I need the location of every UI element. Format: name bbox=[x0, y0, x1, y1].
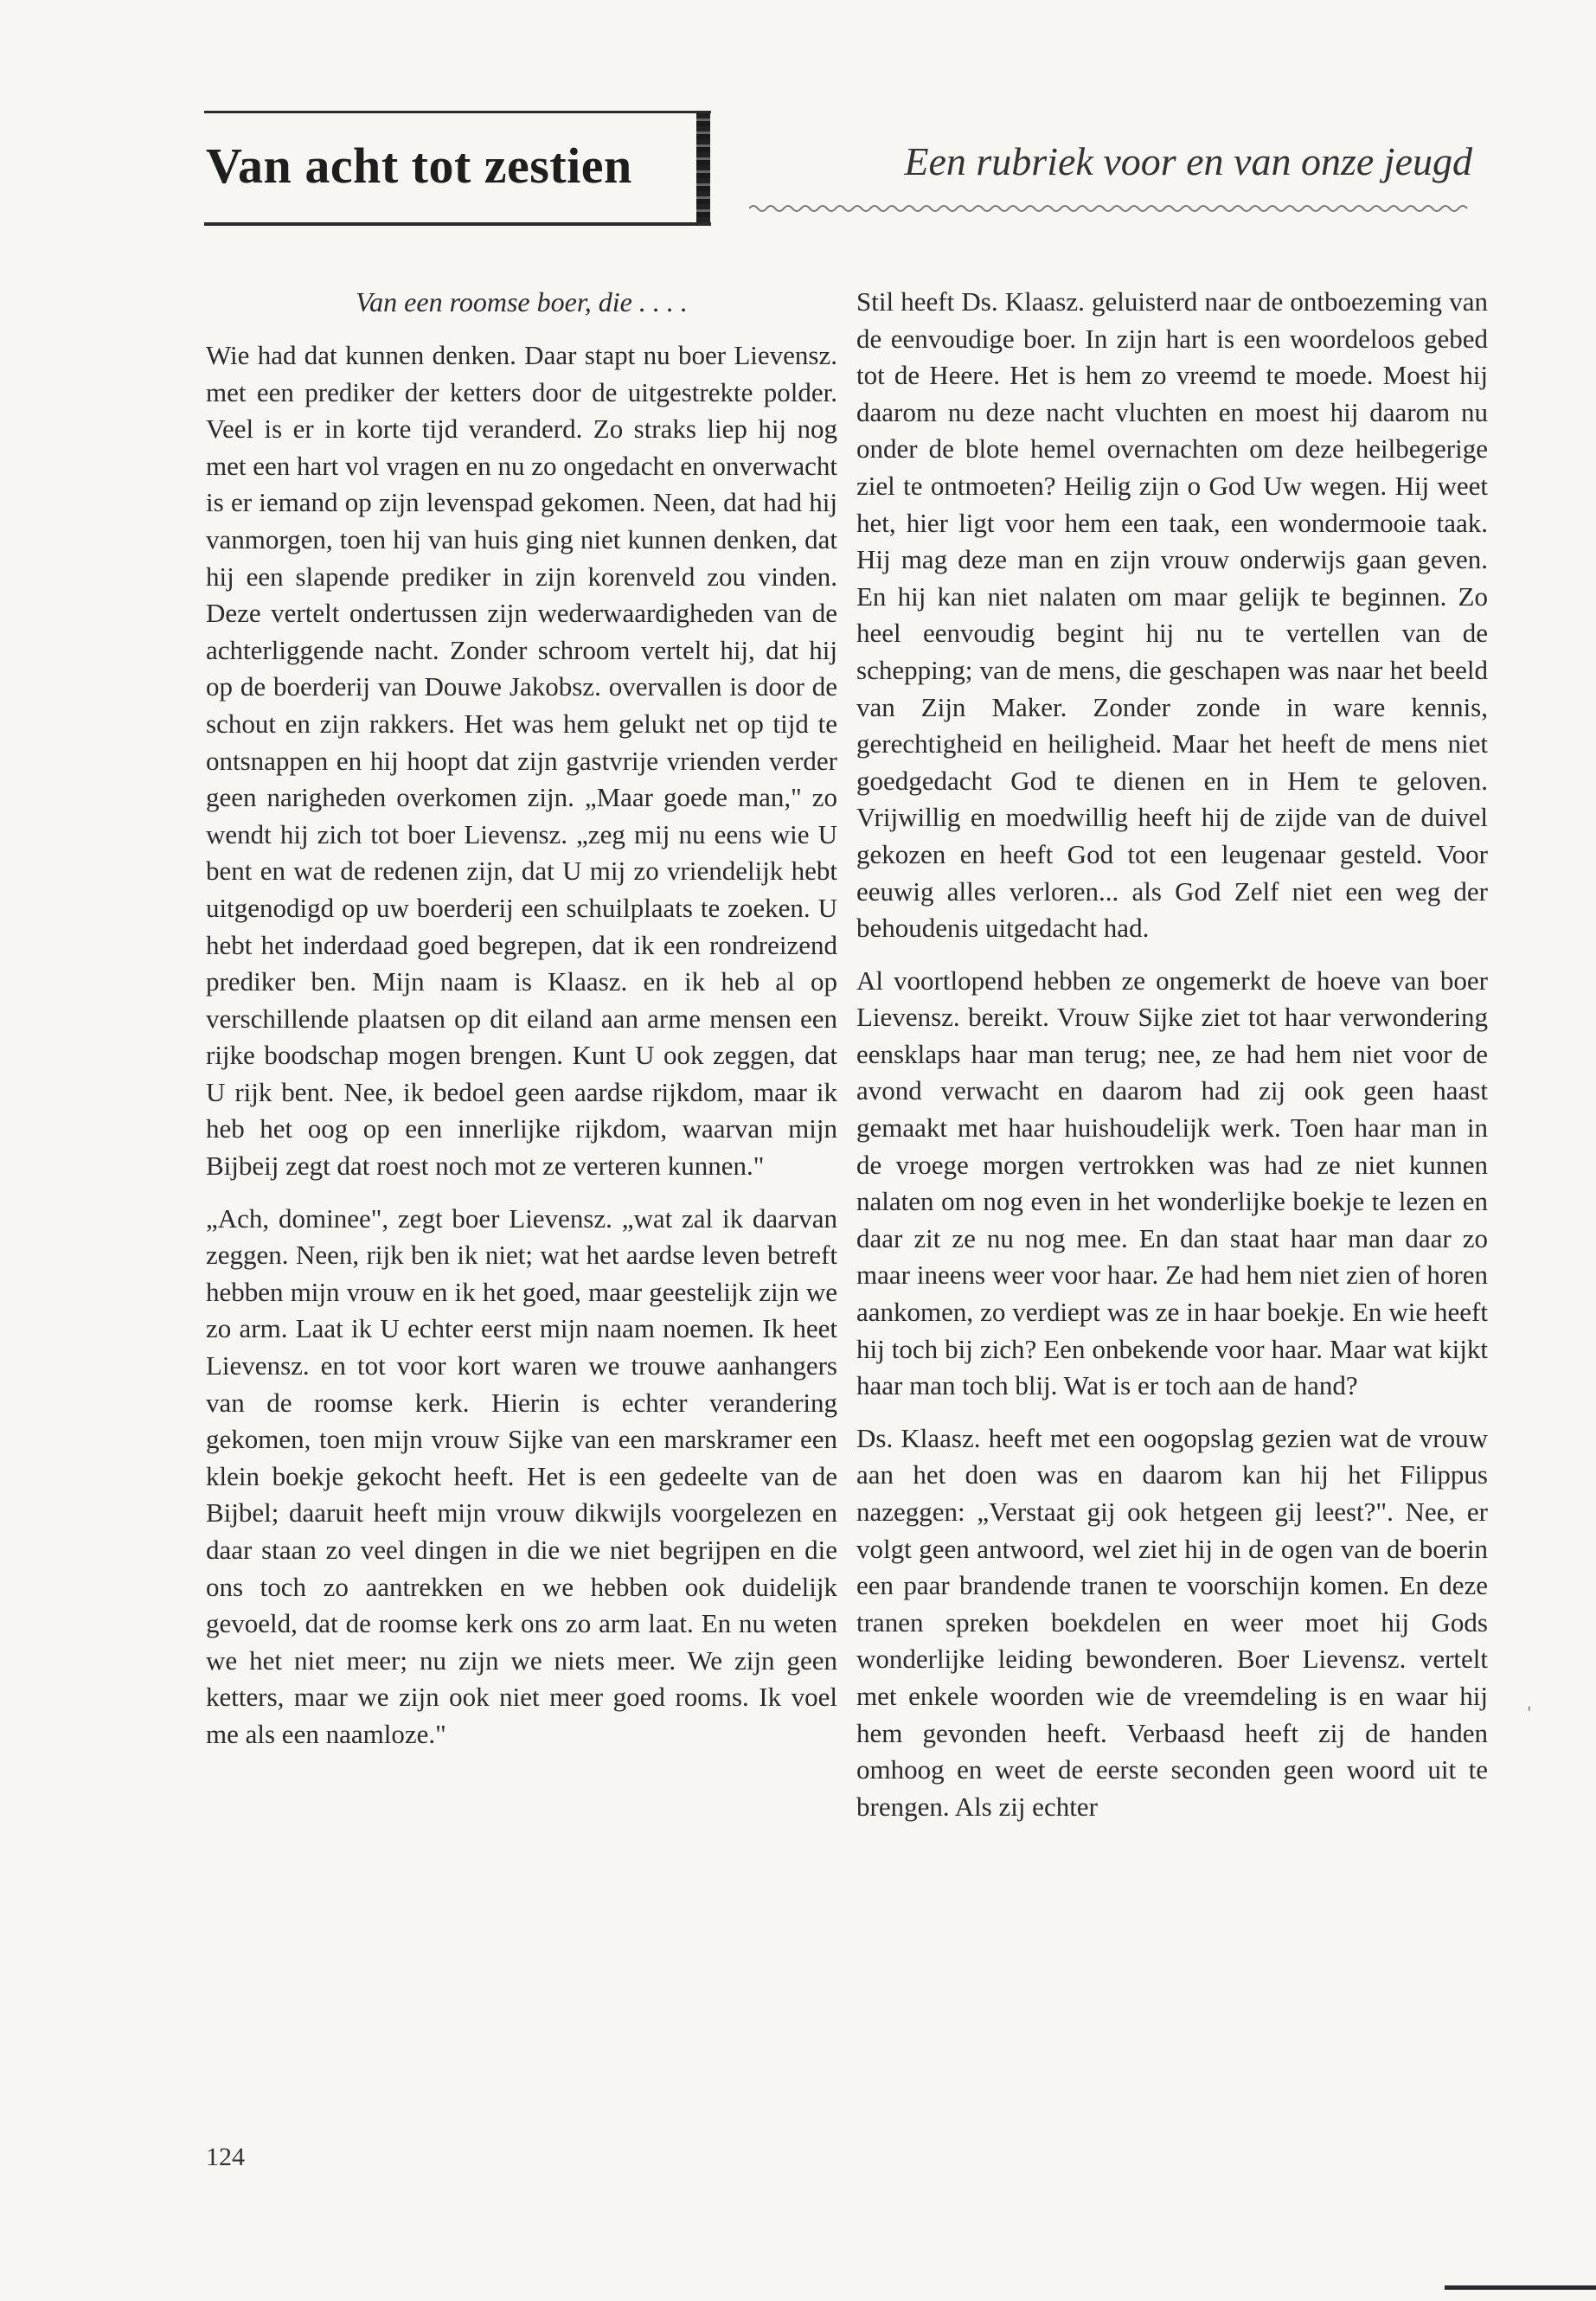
header-rule-top bbox=[204, 111, 711, 113]
header-ornament-bar bbox=[696, 113, 710, 226]
article-paragraph: Stil heeft Ds. Klaasz. geluisterd naar de ontboezeming van de eenvoudige boer. In zijn hart is een woordeloos gebed tot de Heere. Het is hem zo vreemd te moede. Moest hij daarom nu deze nacht vluchten en moest hij daarom nu onder de blote hemel overnachten om deze heilbegerige ziel te ontmoeten? Heilig zijn o God Uw wegen. Hij weet het, hier ligt voor hem een taak, een wondermooie taak. Hij mag deze man en zijn vrouw onderwijs gaan geven. En hij kan niet nalaten om maar gelijk te beginnen. Zo heel eenvoudig begint hij nu te vertellen van de schepping; van de mens, die geschapen was naar het beeld van Zijn Maker. Zonder zonde in ware kennis, gerechtigheid en heiligheid. Maar het heeft de mens niet goedgedacht God te dienen en in Hem te geloven. Vrijwillig en moedwillig heeft hij de zijde van de duivel gekozen en heeft God tot een leugenaar gesteld. Voor eeuwig alles verloren... als God Zelf niet een weg der behoudenis uitgedacht had. bbox=[856, 286, 1488, 944]
article-paragraph: „Ach, dominee", zegt boer Lievensz. „wat zal ik daarvan zeggen. Neen, rijk ben ik niet; wat het aardse leven betreft hebben mijn vrouw en ik het goed, maar geestelijk zijn we zo arm. Laat ik U echter eerst mijn naam noemen. Ik heet Lievensz. en tot voor kort waren we trouwe aanhangers van de roomse kerk. Hierin is echter verandering gekomen, toen mijn vrouw Sijke van een marskramer een klein boekje gekocht heeft. Het is een gedeelte van de Bijbel; daaruit heeft mijn vrouw dikwijls voorgelezen en daar staan zo veel dingen in die we niet begrijpen en die ons toch zo aantrekken en we hebben ook duidelijk gevoeld, dat de roomse kerk ons zo arm laat. En nu weten we het niet meer; nu zijn we niets meer. We zijn geen ketters, maar we zijn ook niet meer goed rooms. Ik voel me als een naamloze." bbox=[206, 1202, 837, 1749]
article-paragraph: Wie had dat kunnen denken. Daar stapt nu boer Lievensz. met een prediker der ketters door de uitgestrekte polder. Veel is er in korte tijd veranderd. Zo straks liep hij nog met een hart vol vragen en nu zo ongedacht en onverwacht is er iemand op zijn levenspad gekomen. Neen, dat had hij vanmorgen, toen hij van huis ging niet kunnen denken, dat hij een slapende prediker in zijn korenveld zou vinden. Deze vertelt ondertussen zijn wederwaardigheden van de achterliggende nacht. Zonder schroom vertelt hij, dat hij op de boerderij van Douwe Jakobsz. overvallen is door de schout en zijn rakkers. Het was hem gelukt net op tijd te ontsnappen en hij hoopt dat zijn gastvrije vrienden verder geen narigheden overkomen zijn. „Maar goede man," zo wendt hij zich tot boer Lievensz. „zeg mij nu eens wie U bent en wat de redenen zijn, dat U mij zo vriendelijk hebt uitgenodigd op uw boerderij een schuilplaats te zoeken. U hebt het inderdaad goed begrepen, dat ik een rondreizend prediker ben. Mijn naam is Klaasz. en ik heb al op verschillende plaatsen op dit eiland aan arme mensen een rijke boodschap mogen brengen. Kunt U ook zeggen, dat U rijk bent. Nee, ik bedoel geen aardse rijkdom, maar ik heb het oog op een innerlijke rijkdom, waarvan mijn Bijbeij zegt dat roest noch mot ze verteren kunnen." bbox=[206, 340, 837, 1182]
article-paragraph: Al voortlopend hebben ze ongemerkt de hoeve van boer Lievensz. bereikt. Vrouw Sijke ziet tot haar verwondering eensklaps haar man terug; nee, ze had hem niet voor de avond verwacht en daarom had zij ook geen haast gemaakt met haar huishoudelijk werk. Toen haar man in de vroege morgen vertrokken was had ze niet kunnen nalaten om nog even in het wonderlijke boekje te lezen en daar zit ze nu nog mee. En dan staat haar man daar zo maar ineens weer voor haar. Ze had hem niet zien of horen aankomen, zo verdiept was ze in haar boekje. En wie heeft hij toch bij zich? Een onbekende voor haar. Maar wat kijkt haar man toch blij. Wat is er toch aan de hand? bbox=[856, 965, 1488, 1401]
header-rule-bottom bbox=[204, 222, 711, 226]
bottom-edge-rule bbox=[1445, 2285, 1596, 2290]
page-number: 124 bbox=[206, 2143, 245, 2171]
section-title: Van acht tot zestien bbox=[206, 138, 632, 194]
wavy-underline-decoration bbox=[749, 202, 1472, 215]
article-paragraph: Ds. Klaasz. heeft met een oogopslag gezien wat de vrouw aan het doen was en daarom kan hij het Filippus nazeggen: „Verstaat gij ook hetgeen gij leest?". Nee, er volgt geen antwoord, wel ziet hij in de ogen van de boerin een paar brandende tranen te voorschijn komen. En deze tranen spreken boekdelen en weer moet hij Gods wonderlijke leiding bewonderen. Boer Lievensz. vertelt met enkele woorden wie de vreemdeling is en waar hij hem gevonden heeft. Verbaasd heeft zij de handen omhoog en weet de eerste seconden geen woord uit te brengen. Als zij echter bbox=[856, 1422, 1488, 1822]
article-column-left bbox=[206, 284, 837, 1769]
margin-mark: ' bbox=[1527, 1702, 1532, 1723]
article-subheading: Van een roomse boer, die . . . . bbox=[356, 286, 688, 317]
section-subtitle: Een rubriek voor en van onze jeugd bbox=[904, 139, 1472, 183]
article-column-right bbox=[856, 284, 1488, 1841]
